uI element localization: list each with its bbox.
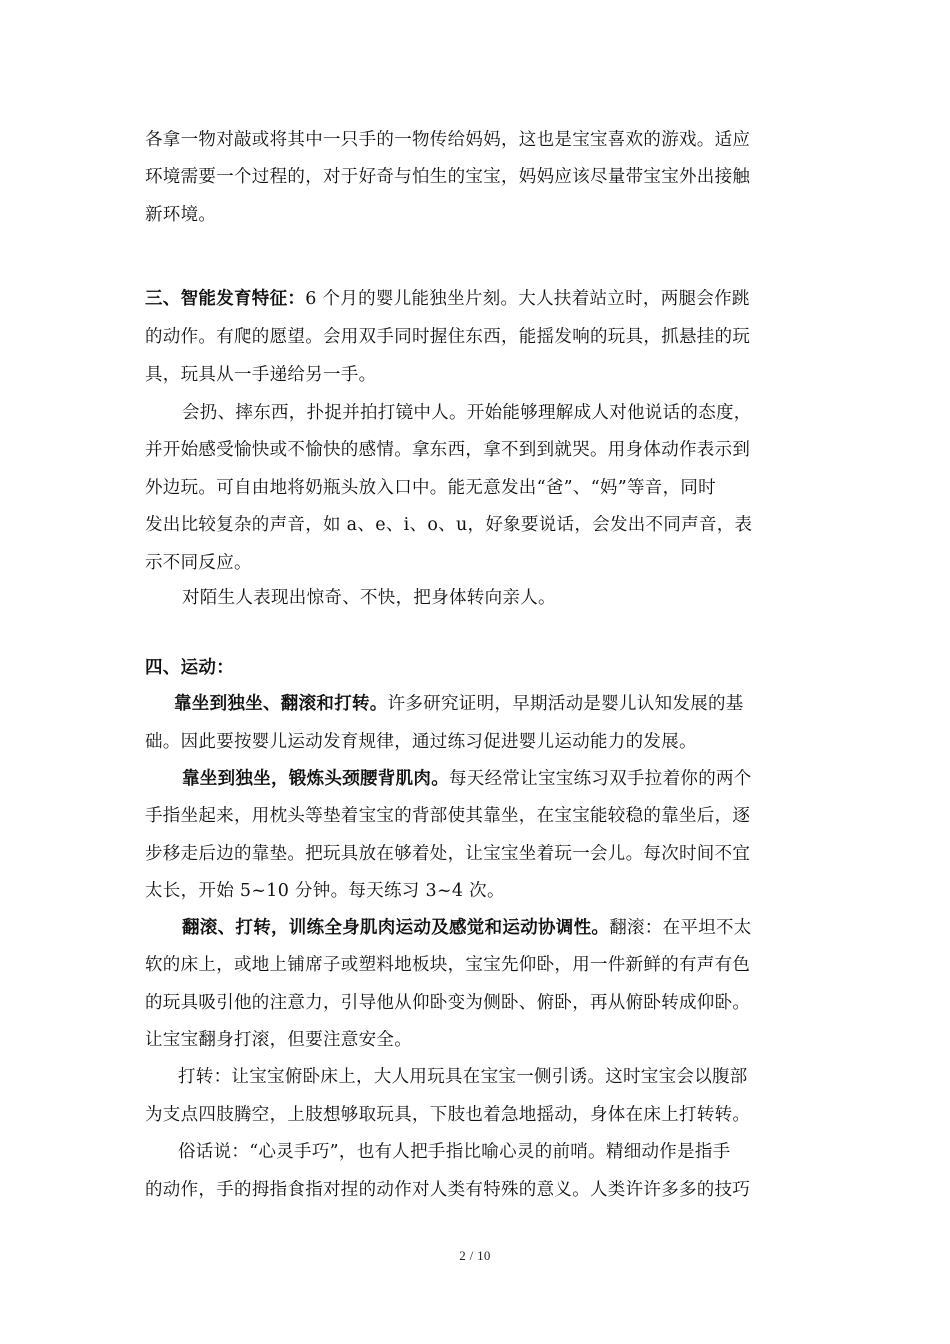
- p6-line1: [182, 916, 807, 940]
- p2-line1: 会扔、摔东西，扑捉并拍打镜中人。开始能够理解成人对他说话的态度，: [182, 403, 752, 423]
- p5-line1-text: 每天经常让宝宝练习双手拉着你的两个: [449, 769, 752, 789]
- p5-bold-lead: 靠坐到独坐，锻炼头颈腰背肌肉。: [182, 769, 449, 789]
- p5-line2: 手指坐起来，用枕头等垫着宝宝的背部使其靠坐，在宝宝能较稳的靠坐后，逐: [145, 806, 751, 826]
- p2-line4: 发出比较复杂的声音，如 a、e、i、o、u，好象要说话，会发出不同声音，表: [145, 515, 753, 535]
- p6-line3: 的玩具吸引他的注意力，引导他从仰卧变为侧卧、俯卧，再从俯卧转成仰卧。: [145, 993, 751, 1013]
- p4-line1-text: 许多研究证明，早期活动是婴儿认知发展的基: [387, 694, 744, 714]
- p4-line2: 础。因此要按婴儿运动发育规律，通过练习促进婴儿运动能力的发展。: [145, 732, 697, 752]
- section3-line3: 具，玩具从一手递给另一手。: [145, 365, 377, 385]
- p1-line1: 各拿一物对敲或将其中一只手的一物传给妈妈，这也是宝宝喜欢的游戏。适应: [145, 130, 751, 150]
- section3-line1-text: 6 个月的婴儿能独坐片刻。大人扶着站立时，两腿会作跳: [305, 289, 750, 309]
- p5-line4: 太长，开始 5~10 分钟。每天练习 3~4 次。: [145, 881, 505, 901]
- p4-line1: [174, 692, 799, 716]
- p7-line1: 打转：让宝宝俯卧床上，大人用玩具在宝宝一侧引诱。这时宝宝会以腹部: [178, 1067, 748, 1087]
- page-number: 2 / 10: [459, 1248, 491, 1263]
- section3-line1: [145, 287, 807, 311]
- p7-line2: 为支点四肢腾空，上肢想够取玩具，下肢也着急地摇动，身体在床上打转转。: [145, 1105, 751, 1125]
- section4-heading: 四、运动：: [145, 658, 234, 678]
- p2-line2: 并开始感受愉快或不愉快的感情。拿东西，拿不到到就哭。用身体动作表示到: [145, 440, 751, 460]
- p2-line3: 外边玩。可自由地将奶瓶头放入口中。能无意发出“爸”、“妈”等音，同时: [145, 478, 716, 498]
- p1-line2: 环境需要一个过程的，对于好奇与怕生的宝宝，妈妈应该尽量带宝宝外出接触: [145, 167, 751, 187]
- section3-heading: 三、智能发育特征：: [145, 289, 306, 309]
- p6-bold-lead: 翻滚、打转，训练全身肌肉运动及感觉和运动协调性。: [182, 918, 610, 938]
- p8-line1: 俗话说：“心灵手巧”，也有人把手指比喻心灵的前哨。精细动作是指手: [178, 1142, 731, 1162]
- p6-line1-text: 翻滚：在平坦不太: [609, 918, 752, 938]
- p3-line1: 对陌生人表现出惊奇、不快，把身体转向亲人。: [182, 588, 556, 608]
- section3-line2: 的动作。有爬的愿望。会用双手同时握住东西，能摇发响的玩具，抓悬挂的玩: [145, 327, 751, 347]
- p6-line4: 让宝宝翻身打滚，但要注意安全。: [145, 1030, 412, 1050]
- p8-line2: 的动作，手的拇指食指对捏的动作对人类有特殊的意义。人类许许多多的技巧: [145, 1180, 751, 1200]
- p6-line2: 软的床上，或地上铺席子或塑料地板块，宝宝先仰卧，用一件新鲜的有声有色: [145, 955, 751, 975]
- p5-line1: [182, 767, 807, 791]
- p4-bold-lead: 靠坐到独坐、翻滚和打转。: [174, 694, 388, 714]
- p5-line3: 步移走后边的靠垫。把玩具放在够着处，让宝宝坐着玩一会儿。每次时间不宜: [145, 844, 751, 864]
- p2-line5: 示不同反应。: [145, 553, 252, 573]
- p1-line3: 新环境。: [145, 205, 217, 225]
